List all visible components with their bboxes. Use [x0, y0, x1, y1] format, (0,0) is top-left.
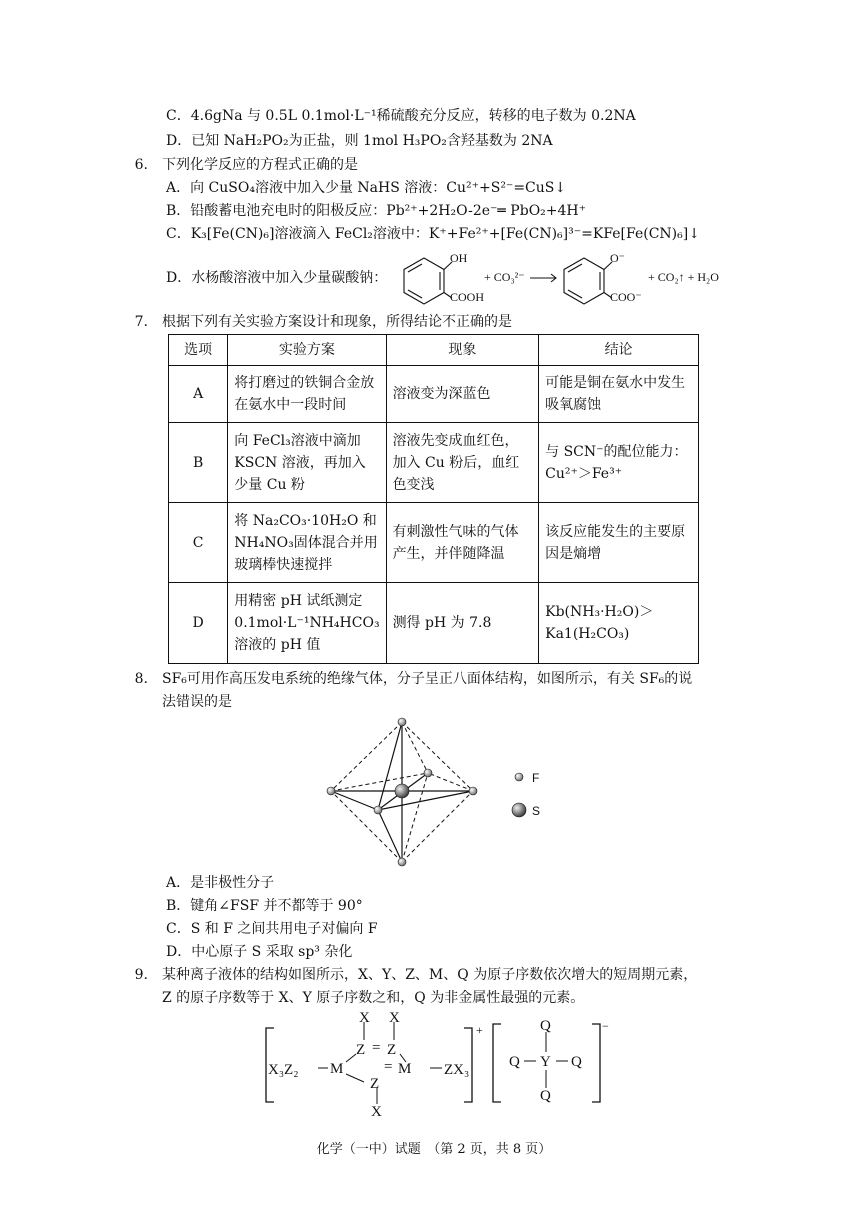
cell: 溶液先变成血红色，加入 Cu 粉后，血红色变浅 [386, 423, 539, 503]
q8-stem-line1: SF₆可用作高压发电系统的绝缘气体，分子呈正八面体结构，如图所示，有关 SF₆的说 [162, 671, 693, 687]
q8-stem-line2: 法错误的是 [162, 694, 232, 710]
y-atom: Y [540, 1054, 551, 1070]
cell: C [169, 503, 228, 583]
q-atom: Q [540, 1018, 551, 1034]
header-plan: 实验方案 [228, 335, 386, 366]
cell: 溶液变为深蓝色 [386, 366, 539, 423]
q-atom: Q [571, 1054, 582, 1070]
m-atom: M [330, 1061, 344, 1077]
header-conclusion: 结论 [539, 335, 699, 366]
q8-option-c: C．S 和 F 之间共用电子对偏向 F [166, 921, 378, 937]
cell: 该反应能发生的主要原因是熵增 [539, 503, 699, 583]
q6-option-b: B．铅酸蓄电池充电时的阳极反应：Pb²⁺+2H₂O-2e⁻═ PbO₂+4H⁺ [166, 203, 587, 219]
q-atom: Q [540, 1088, 551, 1104]
cell: Kb(NH₃·H₂O)＞Ka1(H₂CO₃) [539, 583, 699, 664]
zx3-group: ZX₃ [444, 1062, 470, 1078]
z-atom: Z [356, 1042, 366, 1058]
cell: 与 SCN⁻的配位能力：Cu²⁺＞Fe³⁺ [539, 423, 699, 503]
cell: 有刺激性气味的气体产生，并伴随降温 [386, 503, 539, 583]
oh-label: OH [450, 251, 468, 265]
x3z2-group: X₃Z₂ [268, 1062, 299, 1078]
anion-charge: − [602, 1019, 609, 1033]
q9-stem-line1: 某种离子液体的结构如图所示，X、Y、Z、M、Q 为原子序数依次增大的短周期元素， [162, 967, 698, 983]
q8-option-a: A．是非极性分子 [166, 875, 275, 891]
q-atom: Q [509, 1054, 520, 1070]
cell: 向 FeCl₃溶液中滴加 KSCN 溶液，再加入少量 Cu 粉 [228, 423, 386, 503]
products-label: + CO₂↑ + H₂O [648, 270, 719, 284]
q9-number: 9. [134, 967, 148, 983]
header-phenomenon: 现象 [386, 335, 539, 366]
cation-charge: + [476, 1023, 483, 1037]
q8-option-d: D．中心原子 S 采取 sp³ 杂化 [166, 944, 353, 960]
double-bond: = [372, 1040, 381, 1056]
legend-f-label: F [532, 771, 540, 785]
q6-option-d: D．水杨酸溶液中加入少量碳酸钠： [166, 270, 388, 286]
cell: B [169, 423, 228, 503]
cooh-label: COOH [450, 290, 485, 304]
header-option: 选项 [169, 335, 228, 366]
q6-option-a: A．向 CuSO₄溶液中加入少量 NaHS 溶液：Cu²⁺+S²⁻=CuS↓ [166, 180, 567, 196]
cell: 可能是铜在氨水中发生吸氧腐蚀 [539, 366, 699, 423]
coo-minus-label: COO⁻ [610, 290, 642, 304]
q8-number: 8. [134, 671, 148, 687]
cell: 将 Na₂CO₃·10H₂O 和 NH₄NO₃固体混合并用玻璃棒快速搅拌 [228, 503, 386, 583]
o-minus-label: O⁻ [610, 251, 625, 265]
x-atom: X [371, 1104, 382, 1120]
m-atom: M [398, 1061, 412, 1077]
page-footer: 化学（一中）试题 （第 2 页，共 8 页） [316, 1142, 552, 1157]
q5-option-d: D．已知 NaH₂PO₂为正盐，则 1mol H₃PO₂含羟基数为 2NA [166, 133, 553, 149]
z-atom: Z [387, 1042, 397, 1058]
q6-stem: 下列化学反应的方程式正确的是 [162, 157, 358, 173]
q9-stem-line2: Z 的原子序数等于 X、Y 原子序数之和，Q 为非金属性最强的元素。 [162, 990, 585, 1006]
co3-label: + CO₃²⁻ [484, 270, 525, 284]
legend-s-label: S [532, 804, 541, 818]
cell: 将打磨过的铁铜合金放在氨水中一段时间 [228, 366, 386, 423]
q6-number: 6. [134, 157, 148, 173]
cell: D [169, 583, 228, 664]
x-atom: X [389, 1010, 400, 1026]
cell: 测得 pH 为 7.8 [386, 583, 539, 664]
q7-stem: 根据下列有关实验方案设计和现象，所得结论不正确的是 [162, 314, 512, 330]
z-atom: Z [370, 1076, 380, 1092]
q8-option-b: B．键角∠FSF 并不都等于 90° [166, 898, 363, 914]
q5-option-c: C．4.6gNa 与 0.5L 0.1mol·L⁻¹稀硫酸充分反应，转移的电子数为 0.2NA [166, 108, 636, 124]
double-bond: = [384, 1059, 393, 1075]
cell: A [169, 366, 228, 423]
q6-option-c: C．K₃[Fe(CN)₆]溶液滴入 FeCl₂溶液中：K⁺+Fe²⁺+[Fe(CN)₆]³⁻=KFe[Fe(CN)₆]↓ [166, 226, 700, 242]
q7-number: 7. [134, 314, 148, 330]
x-atom: X [359, 1010, 370, 1026]
cell: 用精密 pH 试纸测定 0.1mol·L⁻¹NH₄HCO₃溶液的 pH 值 [228, 583, 386, 664]
